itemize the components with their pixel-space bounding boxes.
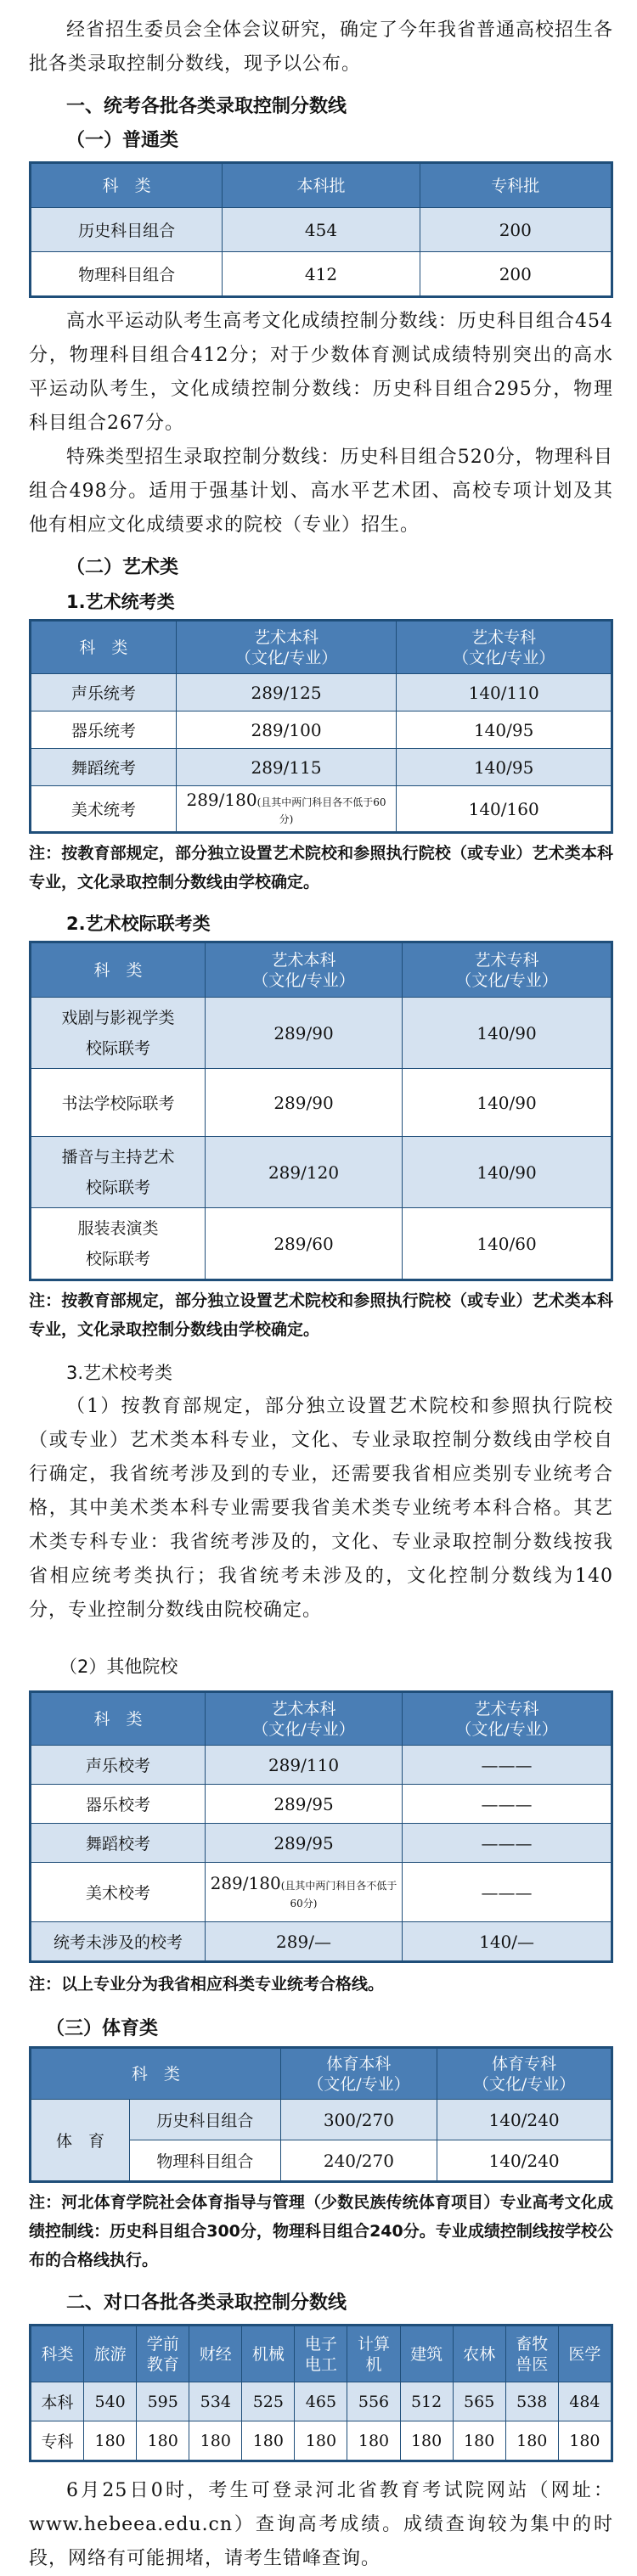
table-cell: 舞蹈校考: [31, 1824, 206, 1863]
table-header: 财经: [189, 2326, 242, 2382]
table-header: 专科批: [420, 164, 611, 208]
table-cell: 声乐校考: [31, 1746, 206, 1785]
table-cell: 140/240: [437, 2100, 612, 2140]
table-header: 艺术本科 （文化/专业）: [205, 1693, 402, 1746]
table-header: 科类: [31, 2326, 84, 2382]
table-cell: 书法学校际联考: [31, 1069, 206, 1137]
table-header: 本科批: [223, 164, 420, 208]
table-cell: 140/—: [403, 1922, 612, 1961]
table-cell: 180: [558, 2421, 611, 2461]
table-cell: 140/95: [397, 711, 612, 749]
score-note: (且其中两门科目各不低于60分): [256, 796, 386, 825]
table-cell: 289/95: [205, 1824, 402, 1863]
table-cell: 140/110: [397, 674, 612, 711]
table-cell: 180: [453, 2421, 505, 2461]
table-header: 艺术本科 （文化/专业）: [205, 943, 402, 998]
table-header: 体育本科 （文化/专业）: [280, 2049, 437, 2100]
table-cell: 舞蹈统考: [31, 749, 177, 786]
table-cell: 556: [347, 2382, 400, 2421]
table-cell: 180: [347, 2421, 400, 2461]
table-cell: 140/160: [397, 786, 612, 832]
score-note: (且其中两门科目各不低于60分): [280, 1879, 397, 1910]
table-cell: 540: [84, 2382, 137, 2421]
table-cell: 180: [295, 2421, 347, 2461]
table-header: 艺术本科 （文化/专业）: [176, 622, 397, 674]
other-schools-title: （2）其他院校: [59, 1656, 178, 1677]
table-cell: 140/95: [397, 749, 612, 786]
table-cell: ———: [403, 1746, 612, 1785]
art-school-exam-paragraph: （1）按教育部规定，部分独立设置艺术院校和参照执行院校（或专业）艺术类本科专业，文化、专业录取控制分数线由学校自行确定，我省统考涉及到的专业，还需要我省相应类别专业统考合格，其中美术类本科专业需要我省美术类专业统考本科合格。其艺术类专科专业：我省统考涉及的，文化、专业录取控制分数线按我省相应统考类执行；我省统考未涉及的，文化控制分数线为140分，专业控制分数线由院校确定。: [29, 1396, 613, 1621]
table-cell: 240/270: [280, 2140, 437, 2181]
table-art-joint: [29, 941, 613, 1281]
table-cell: 289/100: [176, 711, 397, 749]
art-school-exam-title: 3.艺术校考类: [66, 1363, 173, 1383]
table-general: [29, 161, 613, 298]
table-cell: 物理科目组合: [31, 252, 223, 296]
table-cell: 534: [189, 2382, 242, 2421]
table-cell: 服装表演类 校际联考: [31, 1208, 206, 1280]
table-header: 建筑: [400, 2326, 453, 2382]
table-cell: 专科: [31, 2421, 84, 2461]
table-cell: 289/95: [205, 1785, 402, 1824]
table-cell: 器乐校考: [31, 1785, 206, 1824]
table-cell: 统考未涉及的校考: [31, 1922, 206, 1961]
section-1-title: 一、统考各批各类录取控制分数线: [66, 96, 347, 117]
table-cell: 180: [84, 2421, 137, 2461]
table-header: 科 类: [31, 943, 206, 998]
table-cell: 512: [400, 2382, 453, 2421]
section-1b-title: （二）艺术类: [66, 557, 179, 578]
section-2-title: 二、对口各批各类录取控制分数线: [66, 2292, 347, 2314]
table-art-unified: [29, 619, 613, 834]
intro-paragraph: 经省招生委员会全体会议研究，确定了今年我省普通高校招生各批各类录取控制分数线，现予以公布。: [29, 20, 614, 75]
table-cell: 289/110: [205, 1746, 402, 1785]
table-header: 旅游: [84, 2326, 137, 2382]
table-cell: 595: [137, 2382, 189, 2421]
table-cell: 289/115: [176, 749, 397, 786]
table-cell: ———: [403, 1824, 612, 1863]
table-header: 科 类: [31, 2049, 281, 2100]
table-header: 科 类: [31, 1693, 206, 1746]
table-header: 电子 电工: [295, 2326, 347, 2382]
table-cell: 体 育: [31, 2100, 130, 2181]
table-cell: 戏剧与影视学类 校际联考: [31, 998, 206, 1069]
table-header: 体育专科 （文化/专业）: [437, 2049, 612, 2100]
table-cell: 历史科目组合: [31, 208, 223, 252]
table-cell: 器乐统考: [31, 711, 177, 749]
table-cell: [176, 786, 397, 832]
table-cell: 289/60: [205, 1208, 402, 1280]
table-header: 机械: [242, 2326, 295, 2382]
table-cell: 140/60: [403, 1208, 612, 1280]
table-cell: 289/125: [176, 674, 397, 711]
table-header: 艺术专科 （文化/专业）: [397, 622, 612, 674]
section-1c-title: （三）体育类: [46, 2018, 159, 2039]
outro-paragraph: 6月25日0时，考生可登录河北省教育考试院网站（网址：www.hebeea.edu.cn）查询高考成绩。成绩查询较为集中的时段，网络有可能拥堵，请考生错峰查询。: [29, 2480, 613, 2569]
table-header: 艺术专科 （文化/专业）: [403, 1693, 612, 1746]
table-cell: 声乐统考: [31, 674, 177, 711]
table-cell: 412: [223, 252, 420, 296]
table-cell: 289/—: [205, 1922, 402, 1961]
table-cell: 播音与主持艺术 校际联考: [31, 1137, 206, 1208]
special-type-paragraph: 特殊类型招生录取控制分数线：历史科目组合520分，物理科目组合498分。适用于强基计划、高水平艺术团、高校专项计划及其他有相应文化成绩要求的院校（专业）招生。: [29, 447, 613, 536]
table-cell: 180: [242, 2421, 295, 2461]
table-header: 农林: [453, 2326, 505, 2382]
table-cell: 140/90: [403, 1137, 612, 1208]
table-cell: 289/120: [205, 1137, 402, 1208]
table-cell: ———: [403, 1785, 612, 1824]
table-cell: 484: [558, 2382, 611, 2421]
table-cell: ———: [403, 1863, 612, 1922]
note-art-joint: 注：按教育部规定，部分独立设置艺术院校和参照执行院校（或专业）艺术类本科专业，文化录取控制分数线由学校确定。: [29, 1291, 613, 1339]
table-cell: 289/90: [205, 1069, 402, 1137]
table-header: 医学: [558, 2326, 611, 2382]
table-cell: 565: [453, 2382, 505, 2421]
table-header: 计算 机: [347, 2326, 400, 2382]
table-cell: 140/240: [437, 2140, 612, 2181]
note-sports: 注：河北体育学院社会体育指导与管理（少数民族传统体育项目）专业高考文化成绩控制线：历史科目组合300分，物理科目组合240分。专业成绩控制线按学校公布的合格线执行。: [29, 2193, 613, 2269]
high-level-sport-paragraph: 高水平运动队考生高考文化成绩控制分数线：历史科目组合454分，物理科目组合412分；对于少数体育测试成绩特别突出的高水平运动队考生，文化成绩控制分数线：历史科目组合295分，物理科目组合267分。: [29, 311, 613, 434]
table-cell: 538: [505, 2382, 558, 2421]
table-cell: 历史科目组合: [130, 2100, 281, 2140]
section-1a-title: （一）普通类: [66, 130, 179, 151]
table-cell: 物理科目组合: [130, 2140, 281, 2181]
table-cell: 180: [400, 2421, 453, 2461]
table-cell: 200: [420, 208, 611, 252]
table-cell: 289/90: [205, 998, 402, 1069]
table-cell: 美术校考: [31, 1863, 206, 1922]
note-art-unified: 注：按教育部规定，部分独立设置艺术院校和参照执行院校（或专业）艺术类本科专业，文化录取控制分数线由学校确定。: [29, 844, 613, 891]
note-art-school: 注：以上专业分为我省相应科类专业统考合格线。: [29, 1975, 385, 1994]
table-cell: 140/90: [403, 998, 612, 1069]
table-art-school: [29, 1690, 613, 1963]
table-header: 学前 教育: [137, 2326, 189, 2382]
art-unified-title: 1.艺术统考类: [66, 592, 175, 612]
table-vocational: [29, 2324, 613, 2462]
art-joint-title: 2.艺术校际联考类: [66, 914, 211, 934]
table-sports: [29, 2046, 613, 2183]
table-cell: [205, 1863, 402, 1922]
table-cell: 180: [189, 2421, 242, 2461]
table-header: 艺术专科 （文化/专业）: [403, 943, 612, 998]
table-cell: 465: [295, 2382, 347, 2421]
table-cell: 180: [137, 2421, 189, 2461]
table-header: 畜牧 兽医: [505, 2326, 558, 2382]
table-cell: 180: [505, 2421, 558, 2461]
table-cell: 300/270: [280, 2100, 437, 2140]
table-cell: 140/90: [403, 1069, 612, 1137]
table-cell: 本科: [31, 2382, 84, 2421]
score-value: 289/180: [186, 789, 257, 810]
table-header: 科 类: [31, 622, 177, 674]
table-header: 科 类: [31, 164, 223, 208]
table-cell: 525: [242, 2382, 295, 2421]
score-value: 289/180: [210, 1872, 281, 1893]
table-cell: 200: [420, 252, 611, 296]
table-cell: 美术统考: [31, 786, 177, 832]
table-cell: 454: [223, 208, 420, 252]
